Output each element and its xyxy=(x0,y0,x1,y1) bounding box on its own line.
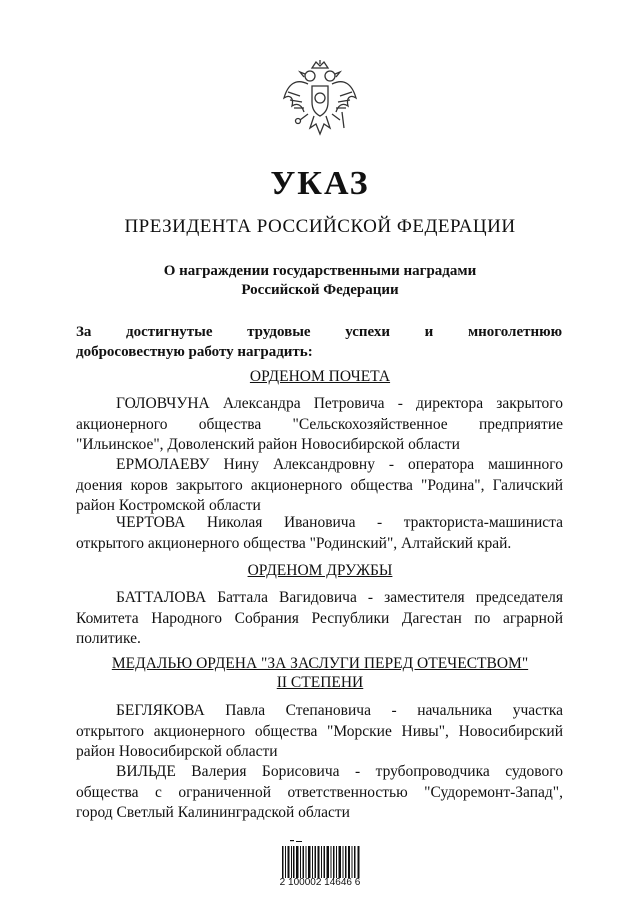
intro-word: трудовые xyxy=(247,324,311,340)
section-medal-line-2: II СТЕПЕНИ xyxy=(276,674,364,691)
awardee-beglyakov xyxy=(76,701,563,763)
intro-word: За xyxy=(76,324,92,340)
awardee-line: город Светлый Калининградской области xyxy=(76,804,350,821)
awardee-ermolaeva xyxy=(76,455,563,517)
awardee-line: ЕРМОЛАЕВУ Нину Александровну - оператора машинного xyxy=(116,456,563,473)
document-heading xyxy=(0,262,640,300)
awardee-line: район Костромской области xyxy=(76,497,261,514)
awardee-line: доения коров закрытого акционерного общества "Родина", Галичский xyxy=(76,476,563,494)
barcode-number: 2 100002 14646 6 xyxy=(279,877,361,888)
intro-line-2: добросовестную работу наградить: xyxy=(76,344,313,360)
awardee-line: район Новосибирской области xyxy=(76,743,278,760)
intro-word: успехи xyxy=(345,324,391,340)
awardee-line: "Ильинское", Доволенский район Новосибирской области xyxy=(76,436,460,453)
intro-paragraph xyxy=(76,322,562,362)
awardee-line: открытого акционерного общества "Морские Нивы", Новосибирский xyxy=(76,722,563,740)
awardee-line: БАТТАЛОВА Баттала Вагидовича - заместителя председателя xyxy=(116,589,563,606)
awardee-battalov xyxy=(76,588,563,650)
section-medal-line-1: МЕДАЛЬЮ ОРДЕНА "ЗА ЗАСЛУГИ ПЕРЕД ОТЕЧЕСТВОМ" xyxy=(111,655,529,672)
awardee-line: акционерного общества "Сельскохозяйственное предприятие xyxy=(76,415,563,433)
intro-word: достигнутые xyxy=(126,324,213,340)
heading-line-1: О награждении государственными наградами xyxy=(163,263,477,279)
intro-word: и xyxy=(424,324,434,340)
awardee-line: открытого акционерного общества "Родинский", Алтайский край. xyxy=(76,534,512,552)
awardee-line: БЕГЛЯКОВА Павла Степановича - начальника участка xyxy=(116,702,563,719)
section-order-honor: ОРДЕНОМ ПОЧЕТА xyxy=(249,368,391,385)
document-title: УКАЗ xyxy=(270,165,370,202)
awardee-line: Комитета Народного Собрания Республики Дагестан по аграрной xyxy=(76,609,563,627)
awardee-line: ГОЛОВЧУНА Александра Петровича - директора закрытого xyxy=(116,395,563,412)
awardee-line: политике. xyxy=(76,630,141,647)
awardee-line: общества с ограниченной ответственностью "Судоремонт-Запад", xyxy=(76,783,563,801)
awardee-line: ЧЕРТОВА Николая Ивановича - тракториста-машиниста xyxy=(116,514,563,531)
barcode-icon xyxy=(282,840,360,878)
heading-line-2: Российской Федерации xyxy=(241,282,399,298)
awardee-chertov xyxy=(76,513,563,554)
awardee-line: ВИЛЬДЕ Валерия Борисовича - трубопроводчика судового xyxy=(116,763,563,780)
awardee-vilde xyxy=(76,762,563,824)
document-subtitle: ПРЕЗИДЕНТА РОССИЙСКОЙ ФЕДЕРАЦИИ xyxy=(124,216,516,237)
awardee-golovchun xyxy=(76,394,563,456)
intro-line-1 xyxy=(76,322,562,342)
coat-of-arms-icon xyxy=(278,58,362,142)
intro-word: многолетнюю xyxy=(467,324,563,340)
section-order-friendship: ОРДЕНОМ ДРУЖБЫ xyxy=(247,562,393,579)
